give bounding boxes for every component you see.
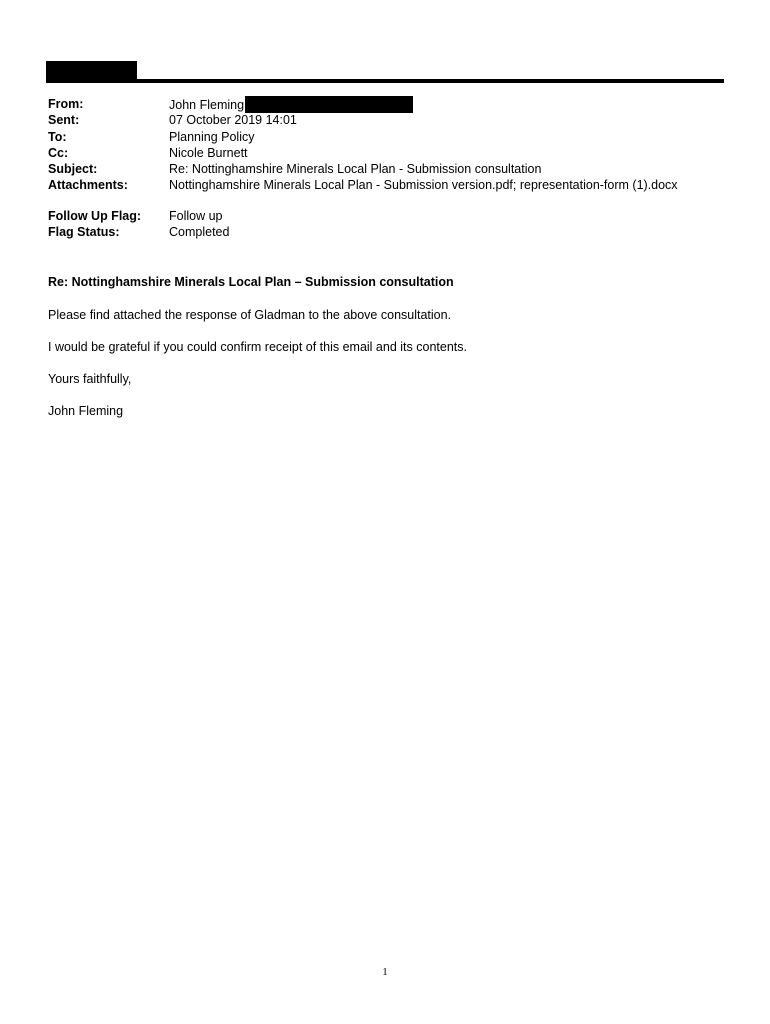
flag-status-label: Flag Status:	[48, 225, 120, 240]
sent-row	[48, 112, 738, 128]
subject-row	[48, 161, 738, 177]
cc-row	[48, 145, 738, 161]
redaction-block-email	[245, 96, 413, 113]
sent-value: 07 October 2019 14:01	[169, 113, 297, 128]
flag-status-row	[48, 224, 738, 240]
from-row	[48, 96, 738, 112]
meta-spacer	[48, 194, 738, 208]
attachments-value: Nottinghamshire Minerals Local Plan - Submission version.pdf; representation-form (1).docx	[169, 178, 678, 193]
sign-off: Yours faithfully,	[48, 372, 132, 386]
from-name: John Fleming	[169, 98, 245, 112]
signature-name: John Fleming	[48, 404, 124, 418]
from-label: From:	[48, 97, 84, 111]
to-row	[48, 129, 738, 145]
follow-up-flag-label: Follow Up Flag:	[48, 208, 142, 223]
email-header-fields	[48, 96, 738, 240]
follow-up-flag-value: Follow up	[169, 208, 223, 223]
to-label: To:	[48, 129, 67, 144]
body-subject-heading: Re: Nottinghamshire Minerals Local Plan – Submission consultation	[48, 275, 454, 289]
subject-label: Subject:	[48, 162, 98, 177]
attachments-row	[48, 177, 738, 193]
from-value	[169, 96, 413, 113]
follow-up-flag-row	[48, 208, 738, 224]
attachments-label: Attachments:	[48, 178, 128, 193]
body-paragraph: I would be grateful if you could confirm receipt of this email and its contents.	[48, 340, 467, 354]
cc-value: Nicole Burnett	[169, 145, 248, 160]
header-rule	[46, 79, 724, 83]
email-body	[48, 274, 728, 435]
to-value: Planning Policy	[169, 129, 255, 144]
cc-label: Cc:	[48, 145, 69, 160]
page-number: 1	[382, 966, 388, 978]
body-paragraph: Please find attached the response of Gladman to the above consultation.	[48, 308, 452, 322]
subject-value: Re: Nottinghamshire Minerals Local Plan - Submission consultation	[169, 162, 542, 177]
flag-status-value: Completed	[169, 225, 230, 240]
sent-label: Sent:	[48, 113, 80, 128]
